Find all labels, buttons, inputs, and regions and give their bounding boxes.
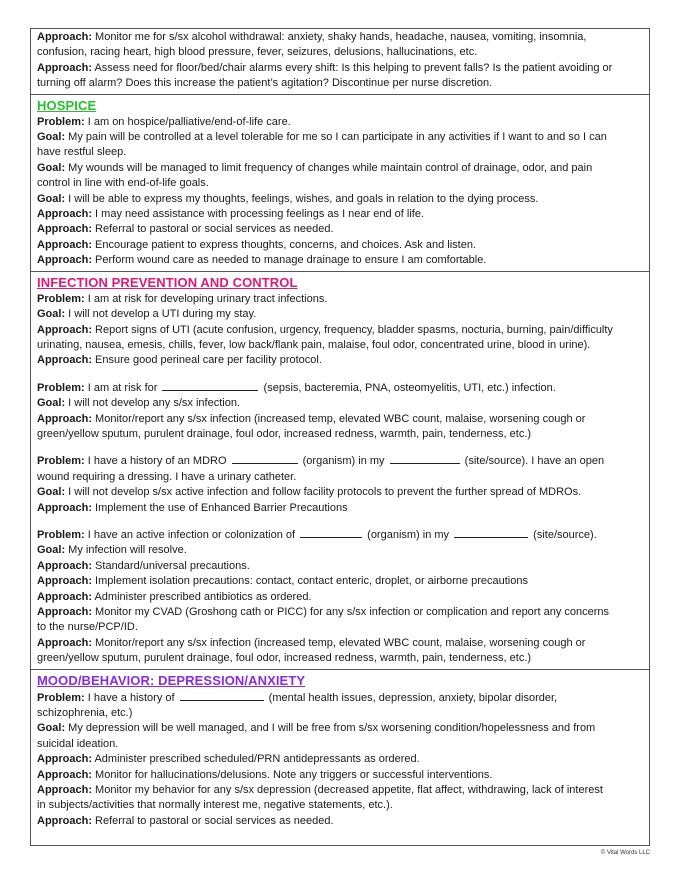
approach-line: Approach: Monitor/report any s/sx infection (increased temp, elevated WBC count, malaise, worsening cough or xyxy=(37,412,586,425)
goal-line: Goal: I will not develop any s/sx infection. xyxy=(37,397,240,410)
approach-line: Approach: Implement the use of Enhanced Barrier Precautions xyxy=(37,501,348,514)
goal-line: Goal: My wounds will be managed to limit frequency of changes while maintain control of drainage, odor, and pain xyxy=(37,161,593,174)
hospice-heading: HOSPICE xyxy=(37,97,97,113)
hospice-section xyxy=(30,94,650,271)
goal-line: Goal: I will be able to express my thoughts, feelings, wishes, and goals in relation to the dying process. xyxy=(37,192,539,205)
spacer xyxy=(37,369,643,380)
approach-line: Approach: Implement isolation precautions: contact, contact enteric, droplet, or airborne precautions xyxy=(37,575,528,588)
infection-section xyxy=(30,271,650,669)
problem-line: Problem: I am at risk for developing urinary tract infections. xyxy=(37,292,328,305)
approach-continuation: green/yellow sputum, purulent drainage, foul odor, increased redness, warmth, pain, tenderness, etc.) xyxy=(37,652,532,665)
approach-line: Approach: Monitor me for s/sx alcohol withdrawal: anxiety, shaky hands, headache, nausea, vomiting, insomnia, xyxy=(37,31,587,43)
approach-continuation: confusion, racing heart, high blood pressure, fever, seizures, delusions, hallucinations, etc. xyxy=(37,46,478,59)
approach-line: Approach: Referral to pastoral or social services as needed. xyxy=(37,223,334,236)
approach-line: Approach: Monitor/report any s/sx infection (increased temp, elevated WBC count, malaise, worsening cough or xyxy=(37,636,586,649)
problem-line: Problem: I have an active infection or colonization of (organism) in my (site/source). xyxy=(37,528,597,541)
goal-continuation: have restful sleep. xyxy=(37,146,127,159)
goal-line: Goal: My pain will be controlled at a level tolerable for me so I can participate in any activities if I want to and so I can xyxy=(37,131,607,144)
goal-continuation: control in line with end-of-life goals. xyxy=(37,177,209,190)
spacer xyxy=(37,829,643,843)
approach-continuation: to the nurse/PCP/ID. xyxy=(37,621,138,634)
approach-line: Approach: Encourage patient to express thoughts, concerns, and choices. Ask and listen. xyxy=(37,238,477,251)
approach-continuation: urinating, nausea, emesis, chills, fever, low back/flank pain, malaise, foul odor, concentrated urine, blood in urine). xyxy=(37,338,591,351)
approach-line: Approach: Referral to pastoral or social services as needed. xyxy=(37,814,334,827)
problem-line: Problem: I am on hospice/palliative/end-of-life care. xyxy=(37,115,291,128)
care-plan-page xyxy=(30,28,650,846)
approach-line: Approach: Report signs of UTI (acute confusion, urgency, frequency, bladder spasms, nocturia, burning, pain/difficulty xyxy=(37,323,613,336)
approach-continuation: green/yellow sputum, purulent drainage, foul odor, increased redness, warmth, pain, tenderness, etc.) xyxy=(37,427,532,440)
approach-line: Approach: Monitor my CVAD (Groshong cath or PICC) for any s/sx infection or complication and report any concerns xyxy=(37,606,610,618)
approach-continuation: turning off alarm? Does this increase the patient’s agitation? Discontinue per nurse discretion. xyxy=(37,77,493,90)
infection-heading: INFECTION PREVENTION AND CONTROL xyxy=(37,274,298,290)
problem-line: Problem: I have a history of an MDRO (organism) in my (site/source). I have an open xyxy=(37,455,605,468)
approach-line: Approach: Ensure good perineal care per facility protocol. xyxy=(37,354,322,367)
approach-line: Approach: Administer prescribed antibiotics as ordered. xyxy=(37,590,312,603)
spacer xyxy=(37,442,643,453)
approach-line: Approach: Standard/universal precautions. xyxy=(37,559,250,572)
approach-line: Approach: Perform wound care as needed to manage drainage to ensure I am comfortable. xyxy=(37,254,487,267)
approach-line: Approach: Monitor for hallucinations/delusions. Note any triggers or successful interventions. xyxy=(37,768,493,781)
fill-in-blank[interactable] xyxy=(390,453,460,464)
approach-line: Approach: Administer prescribed scheduled/PRN antidepressants as ordered. xyxy=(37,753,420,766)
fill-in-blank[interactable] xyxy=(300,527,362,538)
goal-line: Goal: My depression will be well managed, and I will be free from s/sx worsening condition/hopelessness and from xyxy=(37,722,596,735)
copyright-footer: © Vital Words LLC xyxy=(600,850,650,856)
goal-line: Goal: I will not develop s/sx active infection and follow facility protocols to prevent the further spread of MDROs. xyxy=(37,486,582,499)
approach-continuation: in subjects/activities that normally interest me, negative statements, etc.). xyxy=(37,799,393,812)
mood-section xyxy=(30,669,650,847)
fill-in-blank[interactable] xyxy=(454,527,528,538)
spacer xyxy=(37,516,643,527)
goal-line: Goal: I will not develop a UTI during my stay. xyxy=(37,308,257,321)
approach-line: Approach: Monitor my behavior for any s/sx depression (decreased appetite, flat affect, withdrawing, lack of interest xyxy=(37,784,603,797)
fill-in-blank[interactable] xyxy=(162,380,258,391)
problem-continuation: wound requiring a dressing. I have a urinary catheter. xyxy=(37,470,297,483)
approach-line: Approach: Assess need for floor/bed/chair alarms every shift: Is this helping to prevent falls? Is the patient avoiding or xyxy=(37,61,613,74)
goal-line: Goal: My infection will resolve. xyxy=(37,544,187,557)
mood-heading: MOOD/BEHAVIOR: DEPRESSION/ANXIETY xyxy=(37,672,306,688)
problem-line: Problem: I have a history of (mental health issues, depression, anxiety, bipolar disorder, xyxy=(37,691,558,704)
problem-continuation: schizophrenia, etc.) xyxy=(37,707,133,720)
approach-line: Approach: I may need assistance with processing feelings as I near end of life. xyxy=(37,208,425,221)
alcohol-withdrawal-section xyxy=(30,28,650,94)
goal-continuation: suicidal ideation. xyxy=(37,737,119,750)
fill-in-blank[interactable] xyxy=(232,453,298,464)
problem-line: Problem: I am at risk for (sepsis, bacteremia, PNA, osteomyelitis, UTI, etc.) infection. xyxy=(37,381,556,394)
fill-in-blank[interactable] xyxy=(180,690,264,701)
